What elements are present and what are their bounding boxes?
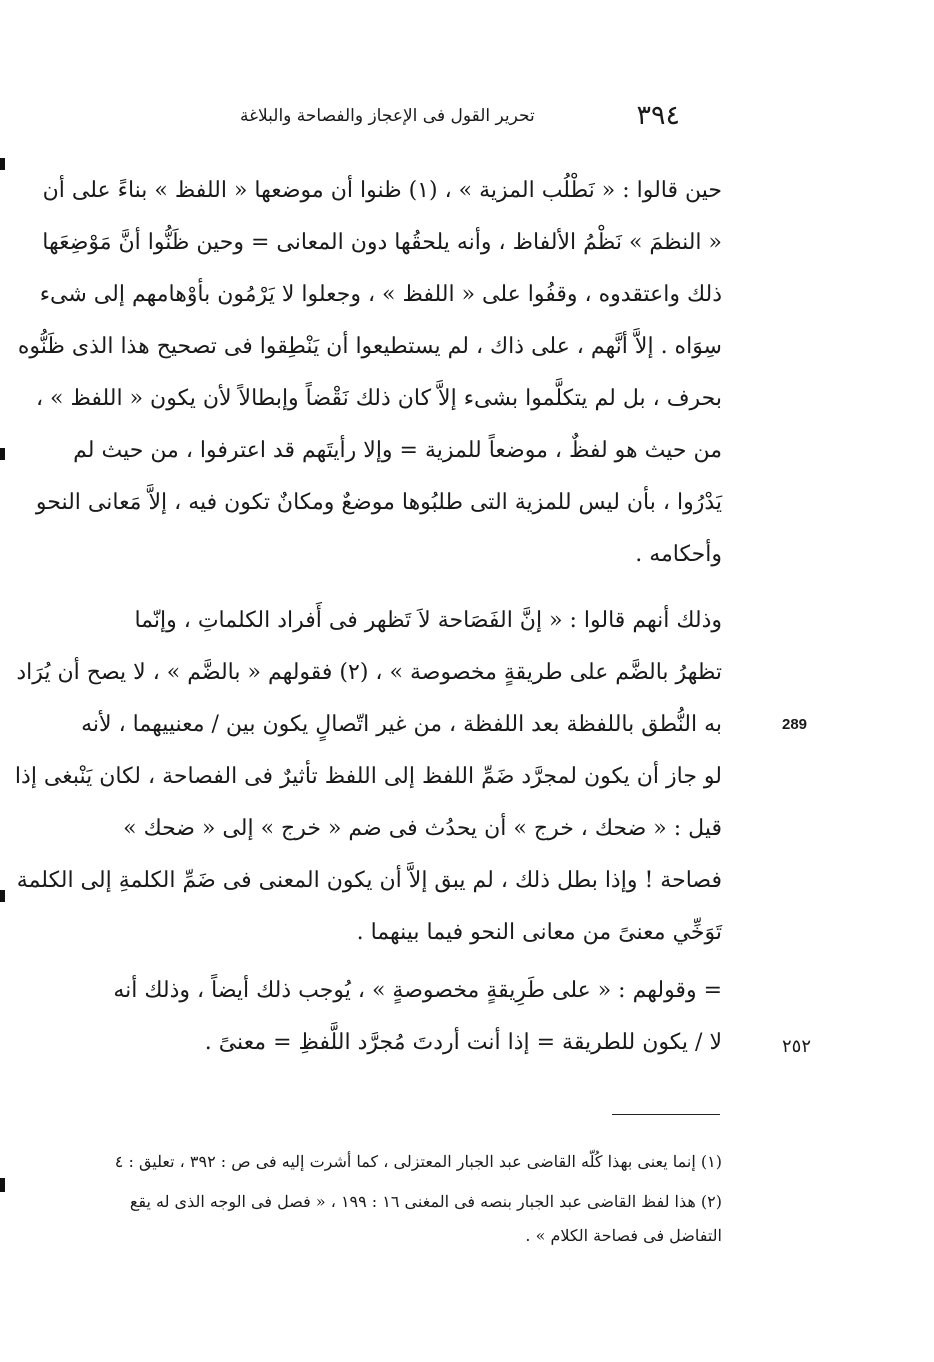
scan-edge-mark (0, 890, 5, 902)
text-line: قيل : « ضحك ، خرج » أن يحدُث فى ضم « خرج » إلى « ضحك » (123, 816, 722, 841)
text-line: تَوَخِّي معنىً من معانى النحو فيما بينهما . (356, 920, 722, 945)
margin-page-ref-arabic: ٢٥٢ (782, 1036, 812, 1057)
footnote-separator (612, 1114, 720, 1115)
margin-page-ref-latin: 289 (782, 716, 808, 733)
scan-edge-mark (0, 448, 5, 460)
text-line: يَدْرُوا ، بأن ليس للمزية التى طلبُوها موضعٌ ومكانٌ تكون فيه ، إلاَّ مَعانى النحو (35, 490, 722, 515)
text-line: من حيث هو لفظٌ ، موضعاً للمزية = وإلا رأيتَهم قد اعترفوا ، من حيث لم (73, 438, 722, 463)
text-line: وأحكامه . (635, 542, 722, 567)
text-line: لو جاز أن يكون لمجرَّد ضَمِّ اللفظ إلى اللفظ تأثيرٌ فى الفصاحة ، لكان يَنْبغى إذا (14, 764, 722, 789)
scan-edge-mark (0, 1178, 5, 1192)
text-line: « النظمَ » نَظْمُ الألفاظ ، وأنه يلحقُها دون المعانى = وحين ظَنُّوا أنَّ مَوْضِعَها (42, 230, 722, 255)
text-line: وذلك أنهم قالوا : « إنَّ الفَصَاحة لاَ تَظهر فى أَفراد الكلماتِ ، وإنّما (134, 608, 722, 633)
text-line: تظهرُ بالضَّم على طريقةٍ مخصوصة » ، (٢) فقولهم « بالضَّم » ، لا يصح أن يُرَاد (16, 660, 722, 685)
text-line: لا / يكون للطريقة = إذا أنت أردتَ مُجرَّد اللَّفظِ = معنىً . (204, 1030, 722, 1055)
text-line: بحرف ، بل لم يتكلَّموا بشىء إلاَّ كان ذلك نَقْضاً وإبطالاً لأن يكون « اللفظ » ، (35, 386, 722, 411)
running-title: تحرير القول فى الإعجاز والفصاحة والبلاغة (240, 106, 535, 126)
text-line: ذلك واعتقدوه ، وقفُوا على « اللفظ » ، وجعلوا لا يَرْمُون بأوْهامهم إلى شىء (39, 282, 722, 307)
text-line: به النُّطق باللفظة بعد اللفظة ، من غير اتّصالٍ يكون بين / معنييهما ، لأنه (81, 712, 722, 737)
text-line: فصاحة ! وإذا بطل ذلك ، لم يبق إلاَّ أن يكون المعنى فى ضَمِّ الكلمةِ إلى الكلمة (16, 868, 722, 893)
text-line: حين قالوا : « نَطْلُب المزية » ، (١) ظنوا أن موضعها « اللفظ » بناءً على أن (42, 178, 722, 203)
text-line: سِوَاه . إلاَّ أنَّهم ، على ذاك ، لم يستطيعوا أن يَنْطِقوا فى تصحيح هذا الذى ظَنُّوه (17, 334, 722, 359)
text-line: = وقولهم : « على طَرِيقةٍ مخصوصةٍ » ، يُوجب ذلك أيضاً ، وذلك أنه (113, 978, 722, 1003)
page-number: ٣٩٤ (636, 100, 680, 131)
scan-edge-mark (0, 158, 5, 170)
page-header (240, 100, 680, 140)
footnote-2-continued: التفاضل فى فصاحة الكلام » . (525, 1226, 722, 1245)
footnote-2: (٢) هذا لفظ القاضى عبد الجبار بنصه فى المغنى ١٦ : ١٩٩ ، « فصل فى الوجه الذى له يقع (129, 1192, 722, 1211)
footnote-1: (١) إنما يعنى بهذا كُلّه القاضى عبد الجبار المعتزلى ، كما أشرت إليه فى ص : ٣٩٢ ، تعليق : ٤ (114, 1152, 722, 1171)
